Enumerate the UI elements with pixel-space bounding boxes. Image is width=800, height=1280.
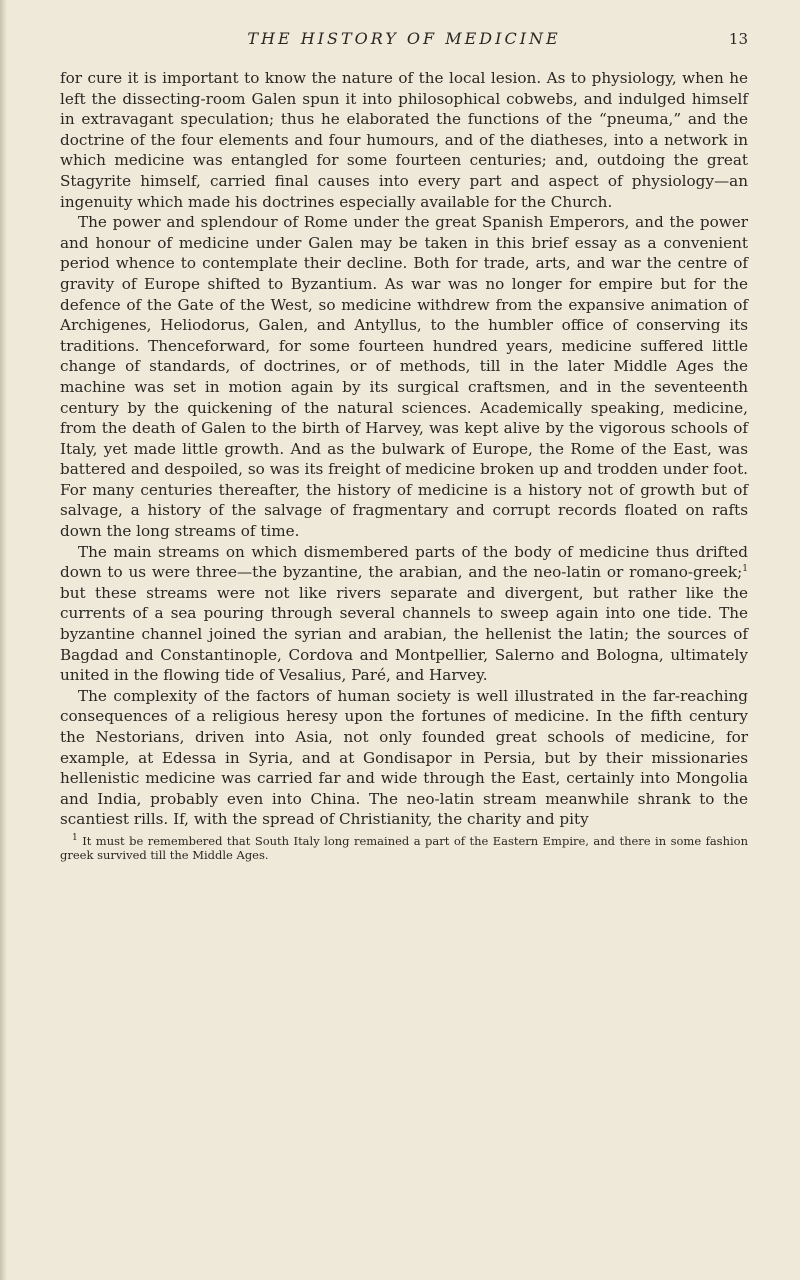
paragraph-1: for cure it is important to know the nature of the local lesion. As to physiology, when he left the dissecting-room Galen spun it into philosophical cobwebs, and indulged himself in extravagant speculation; thus he elaborated the functions of the “pneuma,” and the doctrine of the four elements and four humours, and of the diatheses, into a network in which medicine was entangled for some fourteen centuries; and, outdoing the great Stagyrite himself, carried final causes into every part and aspect of physiology—an ingenuity which made his doctrines especially available for the Church. [60,69,748,211]
footnote-text: It must be remembered that South Italy long remained a part of the Eastern Empire, and there in some fashion greek survived till the Middle Ages. [60,833,748,862]
paragraph-4: The complexity of the factors of human society is well illustrated in the far-reaching consequences of a religious heresy upon the fortunes of medicine. In the fifth century the Nestorians, driven into Asia, not only founded great schools of medicine, for example, at Edessa in Syria, and at Gondisapor in Persia, but by their missionaries hellenistic medicine was carried far and wide through the East, certainly into Mongolia and India, probably even into China. The neo-latin stream meanwhile shrank to the scantiest rills. If, with the spread of Christianity, the charity and pity [60,686,748,829]
paragraph-2: The power and splendour of Rome under the great Spanish Emperors, and the power and honour of medicine under Galen may be taken in this brief essay as a convenient period whence to contemplate their decline. Both for trade, arts, and war the centre of gravity of Europe shifted to Byzantium. As war was no longer for empire but for the defence of the Gate of the West, so medicine withdrew from the expansive animation of Archigenes, Heliodorus, Galen, and Antyllus, to the humbler office of conserving its traditions. Thenceforward, for some fourteen hundred years, medicine suffered little change of standards, of doctrines, or of methods, till in the later Middle Ages the machine was set in motion again by its surgical craftsmen, and in the seventeenth century by the quickening of the natural sciences. Academically speaking, medicine, from the death of Galen to the birth of Harvey, was kept alive by the vigorous schools of Italy, yet made little growth. And as the bulwark of Europe, the Rome of the East, was battered and despoiled, so was its freight of medicine broken up and trodden under foot. For many centuries thereafter, the history of medicine is a history not of growth but of salvage, a history of the salvage of fragmentary and corrupt records floated on rafts down the long streams of time. [60,213,748,541]
body-text [60,68,748,830]
footnote-reference: 1 [742,564,748,575]
footnote [60,834,748,862]
page-number: 13 [728,30,748,48]
footnote-marker: 1 [72,833,78,844]
running-header [60,24,748,54]
paragraph-3-text-b: but these streams were not like rivers separate and divergent, but rather like the currents of a sea pouring through several channels to sweep again into one tide. The byzantine channel joined the syrian and arabian, the hellenist the latin; the sources of Bagdad and Constantinople, Cordova and Montpellier, Salerno and Bologna, ultimately united in the flowing tide of Vesalius, Paré, and Harvey. [60,583,748,685]
paragraph-3 [60,542,748,686]
running-title: THE HISTORY OF MEDICINE [247,29,561,48]
paragraph-3-text-a: The main streams on which dismembered parts of the body of medicine thus drifted down to us were three—the byzantine, the arabian, and the neo-latin or romano-greek; [60,542,748,582]
page-edge-shadow [0,0,7,1280]
